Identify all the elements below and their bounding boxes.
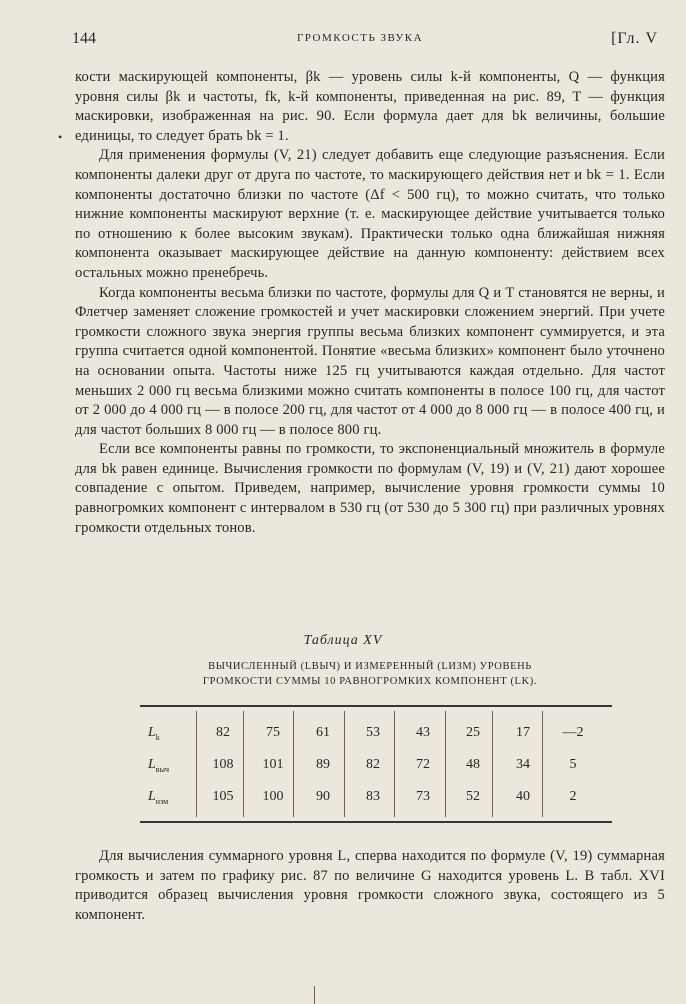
table-cell: 40 [516,789,530,804]
table-cell: 108 [212,757,234,772]
table-cell: 82 [216,725,230,740]
table-cell: 89 [316,757,330,772]
chapter-marker: [Гл. V [611,30,658,47]
table-cell: 90 [316,789,330,804]
table-cell: 53 [366,725,380,740]
table-cell: —2 [562,725,584,740]
paragraph: Для применения формулы (V, 21) следует добавить еще следующие разъяснения. Если компоненты далеки друг от друга по частоте, то маскирующего действия нет и bk = 1. Если компоненты достаточно близки по частоте (Δf < 500 гц), то можно считать, что только нижние компоненты маскируют верхние (т. е. маскирующее действие учитывается только по отношению к более высоким звукам). Практически только одна ближайшая нижняя компонента оказывает маскирующее действие на данную компоненту: действием всех остальных можно пренебречь. [75,147,665,281]
row-label-main: L [148,789,156,804]
table-cell: 73 [416,789,430,804]
data-table [140,705,612,825]
table-cell: 75 [266,725,280,740]
footer-text [75,847,665,925]
table-cell: 43 [416,725,430,740]
page-header [62,30,658,52]
row-label-sub: выч [155,764,169,774]
row-label [148,757,198,774]
table-cell: 105 [212,789,234,804]
table-cell: 25 [466,725,480,740]
row-label [148,789,198,806]
table-cell: 83 [366,789,380,804]
row-label-sub: изм [155,796,169,806]
body-text [75,68,665,538]
table-cell: 82 [366,757,380,772]
table-cell: 61 [316,725,330,740]
row-label-main: L [148,725,156,740]
table-cell: 34 [516,757,530,772]
table-top-rule [140,705,612,707]
row-label-sub: k [155,732,160,742]
paragraph: Для вычисления суммарного уровня L, сперва находится по формуле (V, 19) суммарная громкость и затем по графику рис. 87 по величине G находится уровень L. В табл. XVI приводится образец вычисления уровня громкости сложного звука, состоящего из 5 компонент. [75,848,665,923]
table-bottom-rule [140,821,612,823]
bottom-tick [314,986,315,1004]
paragraph: Когда компоненты весьма близки по частоте, формулы для Q и T становятся не верны, и Флетчер заменяет сложение громкостей и учет маскировки сложением энергий. При учете громкости сложного звука энергия группы весьма близких компонент суммируется, и эта группа считается одной компонентой. Понятие «весьма близких» компонент было уточнено на основании опыта. Частоты ниже 125 гц учитываются каждая отдельно. Для частот меньших 2 000 гц весьма близкими можно считать компоненты в полосе 100 гц, для частот от 2 000 до 4 000 гц — в полосе 200 гц, для частот от 4 000 до 8 000 гц — в полосе 400 гц, и для частот больших 8 000 гц — в полосе 800 гц. [75,284,665,438]
table-description: ВЫЧИСЛЕННЫЙ (LВЫЧ) И ИЗМЕРЕННЫЙ (LИЗМ) УРОВЕНЬ ГРОМКОСТИ СУММЫ 10 РАВНОГРОМКИХ КОМПОНЕНТ (LK). [202,661,538,687]
margin-dot: • [58,130,63,144]
table-cell: 100 [262,789,284,804]
table-cell: 52 [466,789,480,804]
table-cell: 48 [466,757,480,772]
paragraph: Если все компоненты равны по громкости, то экспоненциальный множитель в формуле для bk равен единице. Вычисления громкости по формулам (V, 19) и (V, 21) дают хорошее совпадение с опытом. Приведем, например, вычисление уровня громкости суммы 10 равногромких компонент с интервалом в 530 гц (от 530 до 5 300 гц) при различных уровнях громкости отдельных тонов. [75,441,665,536]
row-label-main: L [148,757,156,772]
table-cell: 2 [569,789,577,804]
table-cell: 72 [416,757,430,772]
table-cell: 17 [516,725,530,740]
table-cell: 5 [569,757,577,772]
running-title: ГРОМКОСТЬ ЗВУКА [296,32,424,44]
page-number: 144 [72,30,96,47]
table-cell: 101 [262,757,284,772]
row-label [148,725,198,742]
paragraph: кости маскирующей компоненты, βk — уровень силы k-й компоненты, Q — функция уровня силы βk и частоты, fk, k-й компоненты, приведенная на рис. 89, T — функция маскировки, изображенная на рис. 90. Если формула дает для bk величины, большие единицы, то следует брать bk = 1. [75,69,665,144]
table-caption: Таблица XV [303,633,383,648]
